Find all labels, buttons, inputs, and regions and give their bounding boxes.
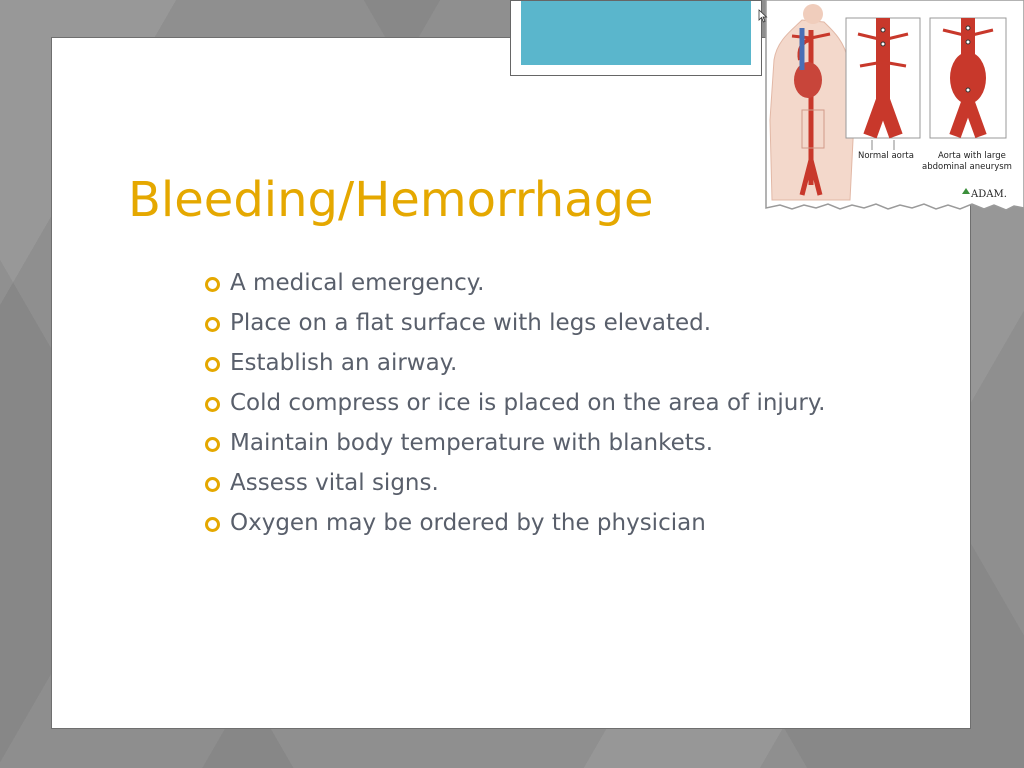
bullet-text: A medical emergency. [230,270,485,296]
bullet-list [205,268,885,548]
list-item [205,428,885,459]
aorta-illustration [762,0,1024,212]
label-aneurysm-line1: Aorta with large [938,151,1006,161]
ring-bullet-icon [205,397,220,412]
bullet-text: Cold compress or ice is placed on the area of injury. [230,390,826,416]
bullet-text: Assess vital signs. [230,470,439,496]
ring-bullet-icon [205,437,220,452]
teal-fill [521,1,751,65]
ring-bullet-icon [205,477,220,492]
list-item [205,388,885,419]
bullet-text: Establish an airway. [230,350,458,376]
adam-brand: ADAM. [971,189,1007,200]
list-item [205,268,885,299]
ring-bullet-icon [205,357,220,372]
ring-bullet-icon [205,317,220,332]
list-item [205,348,885,379]
list-item [205,468,885,499]
teal-picture-frame [510,0,762,76]
slide-title: Bleeding/Hemorrhage [128,172,654,228]
bullet-text: Oxygen may be ordered by the physician [230,510,706,536]
list-item [205,308,885,339]
label-aneurysm-line2: abdominal aneurysm [922,162,1012,172]
list-item [205,508,885,539]
bullet-text: Place on a flat surface with legs elevated. [230,310,712,336]
label-normal-aorta: Normal aorta [858,151,914,161]
bullet-text: Maintain body temperature with blankets. [230,430,714,456]
mouse-cursor-icon [758,9,768,23]
ring-bullet-icon [205,517,220,532]
ring-bullet-icon [205,277,220,292]
